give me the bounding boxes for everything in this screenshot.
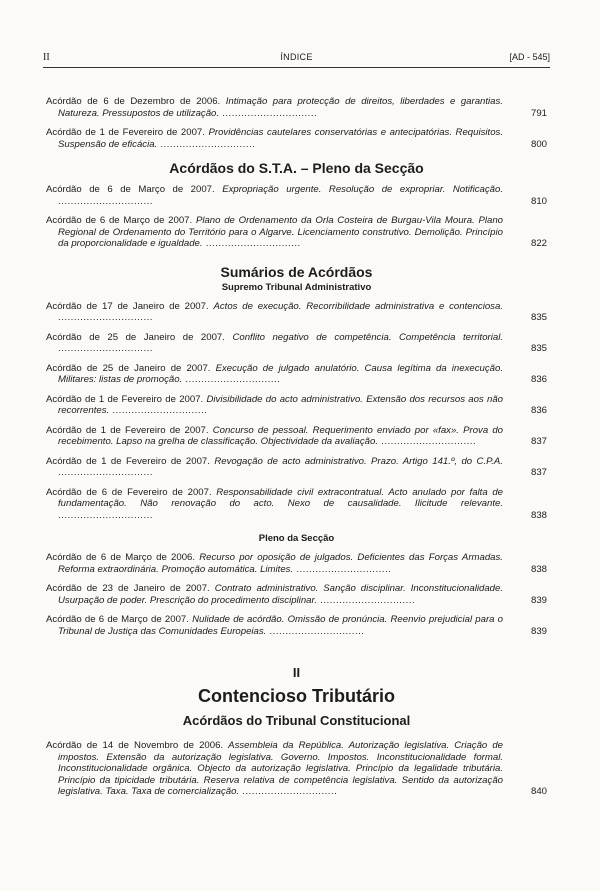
index-entry bbox=[46, 96, 547, 119]
leader-dots: .............................. bbox=[219, 107, 318, 119]
entry-lead: Acórdão de 6 de Março de 2007. bbox=[46, 614, 189, 625]
part-roman-numeral: II bbox=[292, 665, 301, 680]
index-entry bbox=[46, 184, 547, 207]
entry-page-number: 840 bbox=[530, 786, 547, 797]
entry-description: Providências cautelares conservatórias e antecipatórias. Requisitos. Suspensão de eficácia. bbox=[58, 127, 503, 150]
section-title-sta-pleno: Acórdãos do S.T.A. – Pleno da Secção bbox=[169, 160, 424, 176]
entries-pleno2 bbox=[46, 552, 547, 637]
entries-pleno bbox=[46, 184, 547, 250]
leader-dots: .............................. bbox=[58, 509, 153, 521]
index-entry bbox=[46, 215, 547, 250]
index-entry bbox=[46, 583, 547, 606]
entry-page-number: 839 bbox=[530, 594, 547, 606]
entry-description: Responsabilidade civil extracontratual. Acto anulado por falta de fundamentação. Não renovação do acto. Nexo de causalidade. Ilicitude relevante. bbox=[58, 486, 504, 509]
entry-lead: Acórdão de 6 de Fevereiro de 2007. bbox=[46, 486, 212, 498]
entry-lead: Acórdão de 14 de Novembro de 2006. bbox=[46, 740, 224, 751]
entry-description: Divisibilidade do acto administrativo. Extensão dos recursos aos não recorrentes. bbox=[58, 393, 504, 416]
entry-lead: Acórdão de 17 de Janeiro de 2007. bbox=[46, 300, 209, 312]
entry-description: Revogação de acto administrativo. Prazo. Artigo 141.º, do C.P.A. bbox=[214, 455, 503, 467]
part-title: Contencioso Tributário bbox=[197, 686, 395, 706]
index-entry bbox=[46, 394, 547, 417]
leader-dots: .............................. bbox=[317, 594, 416, 606]
entry-lead: Acórdão de 6 de Março de 2007. bbox=[46, 184, 215, 195]
index-entry bbox=[46, 301, 547, 324]
leader-dots: .............................. bbox=[266, 625, 365, 637]
entry-lead: Acórdão de 1 de Fevereiro de 2007. bbox=[46, 393, 204, 405]
index-entry bbox=[46, 487, 547, 522]
entry-description: Conflito negativo de competência. Competência territorial. bbox=[232, 331, 503, 343]
entry-page-number: 810 bbox=[530, 195, 547, 207]
entry-page-number: 837 bbox=[530, 467, 547, 478]
page-reference: [AD - 545] bbox=[509, 52, 550, 62]
leader-dots: .............................. bbox=[58, 343, 153, 354]
index-entry bbox=[46, 363, 547, 386]
entry-description: Contrato administrativo. Sanção disciplinar. Inconstitucionalidade. Usurpação de poder. Prescrição do procedimento disciplinar. bbox=[58, 583, 503, 606]
page-number-roman: II bbox=[43, 52, 50, 63]
entry-page-number: 836 bbox=[530, 405, 547, 416]
leader-dots: .............................. bbox=[202, 238, 301, 249]
index-entry bbox=[46, 740, 547, 798]
page-title: ÍNDICE bbox=[280, 52, 313, 62]
leader-dots: .............................. bbox=[58, 195, 153, 207]
entry-lead: Acórdão de 1 de Fevereiro de 2007. bbox=[46, 424, 209, 436]
entry-description: Intimação para protecção de direitos, liberdades e garantias. Natureza. Pressupostos de utilização. bbox=[58, 96, 503, 119]
leader-dots: .............................. bbox=[109, 405, 208, 416]
entry-page-number: 822 bbox=[530, 238, 547, 249]
index-entry bbox=[46, 127, 547, 150]
leader-dots: .............................. bbox=[182, 374, 281, 385]
index-entry bbox=[46, 552, 547, 575]
page-header bbox=[43, 52, 550, 68]
entry-lead: Acórdão de 25 de Janeiro de 2007. bbox=[46, 331, 225, 343]
entry-description: Expropriação urgente. Resolução de expropriar. Notificação. bbox=[222, 184, 503, 195]
entry-lead: Acórdão de 6 de Março de 2007. bbox=[46, 215, 193, 226]
section-subtitle-sta: Supremo Tribunal Administrativo bbox=[221, 281, 372, 293]
entry-lead: Acórdão de 1 de Fevereiro de 2007. bbox=[46, 455, 210, 467]
leader-dots: .............................. bbox=[239, 786, 338, 797]
index-entry bbox=[46, 425, 547, 448]
leader-dots: .............................. bbox=[58, 467, 153, 478]
index-entry bbox=[46, 332, 547, 355]
entry-description: Plano de Ordenamento da Orla Costeira de Burgau-Vila Moura. Plano Regional de Ordenamento do Território para o Algarve. Licenciamento construtivo. Demolição. Princípio da proporcionalidade e igualdade. bbox=[58, 215, 503, 249]
entry-lead: Acórdão de 6 de Março de 2006. bbox=[46, 552, 196, 563]
entry-page-number: 791 bbox=[530, 107, 547, 119]
entry-description: Actos de execução. Recorribilidade administrativa e contenciosa. bbox=[213, 300, 503, 312]
entry-page-number: 836 bbox=[530, 374, 547, 385]
entry-description: Nulidade de acórdão. Omissão de pronúncia. Reenvio prejudicial para o Tribunal de Justiça das Comunidades Europeias. bbox=[58, 614, 503, 637]
leader-dots: .............................. bbox=[157, 138, 256, 150]
entries-tc bbox=[46, 740, 547, 798]
entry-page-number: 838 bbox=[530, 563, 547, 575]
entry-lead: Acórdão de 25 de Janeiro de 2007. bbox=[46, 362, 211, 374]
index-entry bbox=[46, 614, 547, 637]
leader-dots: .............................. bbox=[293, 563, 392, 575]
entry-lead: Acórdão de 6 de Dezembro de 2006. bbox=[46, 96, 221, 107]
entry-page-number: 839 bbox=[530, 625, 547, 637]
entry-page-number: 837 bbox=[530, 436, 547, 447]
entries-sumarios bbox=[46, 301, 547, 522]
entry-lead: Acórdão de 1 de Fevereiro de 2007. bbox=[46, 127, 205, 138]
part-subtitle: Acórdãos do Tribunal Constitucional bbox=[182, 713, 411, 728]
entry-page-number: 835 bbox=[530, 312, 547, 323]
entry-lead: Acórdão de 23 de Janeiro de 2007. bbox=[46, 583, 210, 594]
index-entry bbox=[46, 456, 547, 479]
entry-description: Assembleia da República. Autorização legislativa. Criação de impostos. Extensão da autorização legislativa. Governo. Impostos. Inconstitucionalidade formal. Inconstitucionalidade orgânica. Objecto da autorização legislativa. Princípio da legalidade tributária. Princípio da tipicidade tributária. Reserva relativa de competência legislativa. Sentido da autorização legislativa. Taxa. Taxa de comercialização. bbox=[58, 740, 503, 797]
header-rule bbox=[43, 67, 550, 68]
entry-page-number: 800 bbox=[530, 138, 547, 150]
leader-dots: .............................. bbox=[378, 436, 477, 447]
section-subtitle-pleno: Pleno da Secção bbox=[258, 533, 335, 544]
index-content bbox=[46, 96, 547, 806]
entry-description: Execução de julgado anulatório. Causa legítima da inexecução. Militares: listas de promoção. bbox=[58, 362, 503, 385]
entry-description: Recurso por oposição de julgados. Deficientes das Forças Armadas. Reforma extraordinária. Promoção automática. Limites. bbox=[58, 552, 503, 575]
entry-description: Concurso de pessoal. Requerimento enviado por «fax». Prova do recebimento. Lapso na grelha de classificação. Objectividade da avaliação. bbox=[58, 424, 503, 447]
entry-page-number: 838 bbox=[530, 509, 547, 521]
entries-top bbox=[46, 96, 547, 150]
leader-dots: .............................. bbox=[58, 312, 153, 323]
section-title-sumarios: Sumários de Acórdãos bbox=[220, 263, 373, 280]
entry-page-number: 835 bbox=[530, 343, 547, 354]
